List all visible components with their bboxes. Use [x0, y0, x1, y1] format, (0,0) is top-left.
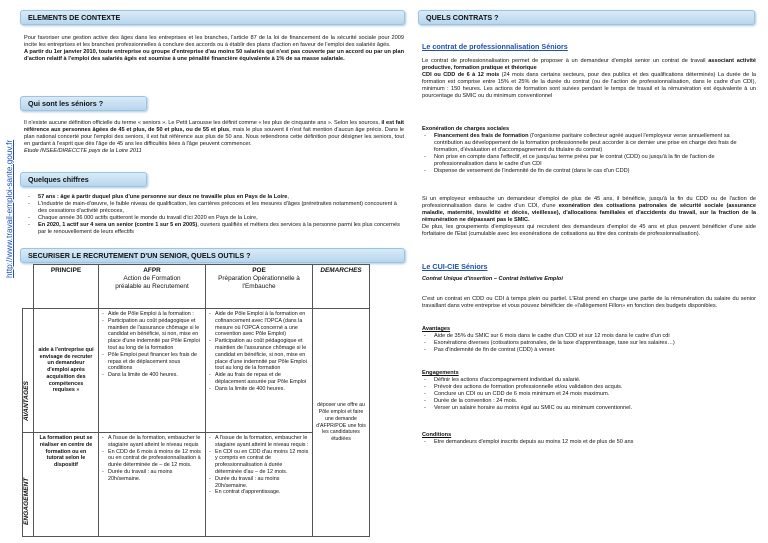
list-item: - Etre demandeurs d'emploi inscrits depuis au moins 12 mois et de plus de 50 ans: [422, 439, 756, 446]
exo-title: Exonération de charges sociales: [422, 126, 510, 132]
chiffres-header: Quelques chiffres: [20, 172, 147, 187]
poe-avantages: - Aide de Pôle Emploi à la formation en cofinancement avec l'OPCA (dans la mesure où l'OPCA concerné a une convention avec Pôle Emploi) - Participation au coût pédagogique et maintien de l'assurance chômage si le candidat en bénéficie, si non, mise en place d'une indemnité par Pôle Emploi tout au long de la formation - Aide au frais de repas et de déplacement assurée par Pôle Emploi - Dans la limite de 400 heures.: [206, 309, 313, 433]
avantages-title: Avantages: [422, 326, 451, 332]
list-item: - Prévoir des actions de formation professionnelle et/ou validation des acquis.: [422, 384, 756, 391]
tools-table: [22, 264, 370, 537]
poe-engagement: - A l'issue de la formation, embaucher le stagiaire ayant atteint le niveau requis : - En CDI ou en CDD d'au moins 12 mois y compris en contrat de professionnalisation à durée déterminée d'au – de 12 mois. - Durée du travail : au moins 20h/semaine. - En contrat d'apprentissage.: [206, 433, 313, 537]
col-principe: PRINCIPE: [34, 265, 99, 309]
list-item: - Exonérations diverses (cotisations patronales, de la taxe d'apprentissage, taxe sur les salaires…): [422, 340, 756, 347]
exo-paragraph: Si un employeur embauche un demandeur d'emploi de plus de 45 ans, il bénéficie, jusqu'à la fin du CDD ou de l'action de professionnalisation dans le cadre d'un CDI, d'une exonération des cotisations patronales de sécurité sociale (assurance maladie, maternité, invalidité et décès, vieillesse), d'allocations familiales et d'accidents du travail, sur la fraction de la rémunération ne dépassant pas le SMIC. De plus, les groupements d'employeurs qui recrutent des demandeurs d'emploi de 45 ans et plus peuvent bénéficier d'une aide forfaitaire de l'Etat (cumulable avec les exonérations de cotisations au titre des contrats de professionnalisation).: [422, 196, 756, 238]
list-item: - Non prise en compte dans l'effectif, et ce jusqu'au terme prévu par le contrat (CDD) ou jusqu'à la fin de l'action de professionnalisation dans le cadre d'un CDI: [422, 154, 756, 168]
cui-paragraph: C'est un contrat en CDD ou CDI à temps plein ou partiel. L'Etat prend en charge une partie de la rémunération du salaire du senior travaillant dans votre entreprise et vous pouvez bénéficier de «l'allègement Fillon» en fonction des budgets disponibles.: [422, 296, 756, 310]
list-item: - L'industrie de main-d'œuvre, le faible niveau de qualification, les carrières précoces et les mesures d'âges (préretraites notamment) concourent à des cessations d'activité précoces,: [26, 201, 402, 215]
row-avantages: AVANTAGES: [23, 309, 34, 433]
list-item: - Conclure un CDI ou un CDD de 6 mois minimum et 24 mois maximum.: [422, 391, 756, 398]
avantages-list: [422, 333, 756, 354]
list-item: - Définir les actions d'accompagnement individuel du salarié.: [422, 377, 756, 384]
principe-avantages: aide à l'entreprise qui envisage de recruter un demandeur d'emploi après acquisition des compétences requises »: [34, 309, 99, 433]
list-item: - Chaque année 36 000 actifs quitteront le monde du travail d'ici 2020 en Pays de la Loire,: [26, 215, 402, 222]
demarches-cell: déposer une offre au Pôle emploi et faire une demande d'AFPR/POE une fois les candidatures étudiées: [313, 309, 370, 537]
seniors-header: Qui sont les séniors ?: [20, 96, 147, 111]
engagements-list: [422, 377, 756, 412]
cui-cie-link[interactable]: Le CUI-CIE Séniors: [422, 262, 488, 271]
col-demarches: DEMARCHES: [313, 265, 370, 309]
list-item: - Pas d'indemnité de fin de contrat (CDD) à verser.: [422, 347, 756, 354]
list-item: - Aide de 35% du SMIC sur 6 mois dans le cadre d'un CDD et sur 12 mois dans le cadre d'un cdi: [422, 333, 756, 340]
cui-subtitle: Contrat Unique d'insertion – Contrat Initiative Emploi: [422, 276, 563, 282]
list-item: - Financement des frais de formation (l'organisme paritaire collecteur agréé auquel l'employeur verse annuellement sa contribution au développement de la formation professionnelle peut accorder à ce dernier une prise en charge des frais de formation, d'évaluation et d'accompagnement du titulaire du contrat): [422, 133, 756, 154]
seniors-paragraph: Il n'existe aucune définition officielle du terme « seniors ». Le Petit Larousse les définit comme « les plus de cinquante ans ». Selon les sources, il est fait référence aux personnes âgées de 45 et plus, de 50 et plus, ou de 55 et plus, mais le plus souvent il n'est fait mention d'aucun âge précis. Dans le plan national concerté pour l'emploi des seniors, il est fait référence aux plus de 50 ans. Nous retiendrons cette définition pour désigner les seniors, tout en gardant à l'esprit que dès l'âge de 45 ans les difficultés liées à l'âge peuvent commencer. Etude INSEE/DIRECCTE pays de la Loire 2011: [24, 120, 405, 155]
list-item: - Durée de la convention : 24 mois.: [422, 398, 756, 405]
vertical-site-link[interactable]: http://www.travail-emploi-sante.gouv.fr: [5, 139, 14, 278]
afpr-avantages: - Aide de Pôle Emploi à la formation : - Participation au coût pédagogique et maintien de l'assurance chômage si le candidat en bénéficie, si non, mise en place d'une indemnité par Pôle Emploi tout au long de la formation - Pôle Emploi peut financer les frais de repas et de déplacement sous conditions - Dans la limite de 400 heures.: [99, 309, 206, 433]
principe-engagement: La formation peut se réaliser en centre de formation ou en tutorat selon le dispositif: [34, 433, 99, 537]
pro-paragraph: Le contrat de professionnalisation permet de proposer à un demandeur d'emploi senior un contrat de travail associant activité productive, formation pratique et théorique CDI ou CDD de 6 à 12 mois (24 mois dans certains secteurs, pour des publics et des qualifications déterminés) La durée de la formation est comprise entre 15% et 25% de la durée du contrat (ou de l'action de professionnalisation, dans le cadre d'un CDI), minimum : 150 heures. Les actions de formation sont suivies pendant le temps de travail et la rémunération est équivalente à un pourcentage du SMIC ou du minimum conventionnel: [422, 58, 756, 100]
contrats-header: QUELS CONTRATS ?: [418, 10, 755, 25]
chiffres-list: [26, 194, 402, 237]
list-item: - En 2020, 1 actif sur 4 sera un senior (contre 1 sur 5 en 2005), ouvriers qualifiés et métiers des services à la personne parmi les plus concernés par le renouvellement de leurs effectifs: [26, 222, 402, 236]
exo-list: [422, 133, 756, 176]
row-engagement: ENGAGEMENT: [23, 433, 34, 537]
contexte-paragraph: Pour favoriser une gestion active des âges dans les entreprises et les branches, l'article 87 de la loi de financement de la sécurité sociale pour 2009 incite les entreprises et les branches professionnelles à conclure des accords ou à établir des plans d'action en faveur de l'emploi des salariés âgés. A partir du 1er janvier 2010, toute entreprise ou groupe d'entreprise d'au moins 50 salariés qui n'est pas couverte par un accord ou par un plan d'action relatif à l'emploi des salariés âgés est soumise à une pénalité financière équivalente à 1% de sa masse salariale.: [24, 35, 404, 63]
col-afpr: AFPR Action de Formation préalable au Recrutement: [99, 265, 206, 309]
contexte-header: ELEMENTS DE CONTEXTE: [20, 10, 405, 25]
pro-contract-link[interactable]: Le contrat de professionnalisation Séniors: [422, 42, 568, 51]
securiser-header: SECURISER LE RECRUTEMENT D'UN SENIOR, QUELS OUTILS ?: [20, 248, 405, 263]
list-item: - 57 ans : âge à partir duquel plus d'une personne sur deux ne travaille plus en Pays de la Loire,: [26, 194, 402, 201]
col-poe: POE Préparation Opérationnelle à l'Embauche: [206, 265, 313, 309]
list-item: - Dispense de versement de l'indemnité de fin de contrat (dans le cas d'un CDD): [422, 168, 756, 175]
afpr-engagement: - A l'issue de la formation, embaucher le stagiaire ayant atteint le niveau requis - En CDD de 6 mois à moins de 12 mois ou en contrat de professionnalisation à durée déterminée de – de 12 mois. - Durée du travail : au moins 20h/semaine.: [99, 433, 206, 537]
list-item: - Verser un salaire horaire au moins égal au SMIC ou au minimum conventionnel.: [422, 405, 756, 412]
engagements-title: Engagements: [422, 370, 459, 376]
conditions-list: [422, 439, 756, 446]
conditions-title: Conditions: [422, 432, 452, 438]
